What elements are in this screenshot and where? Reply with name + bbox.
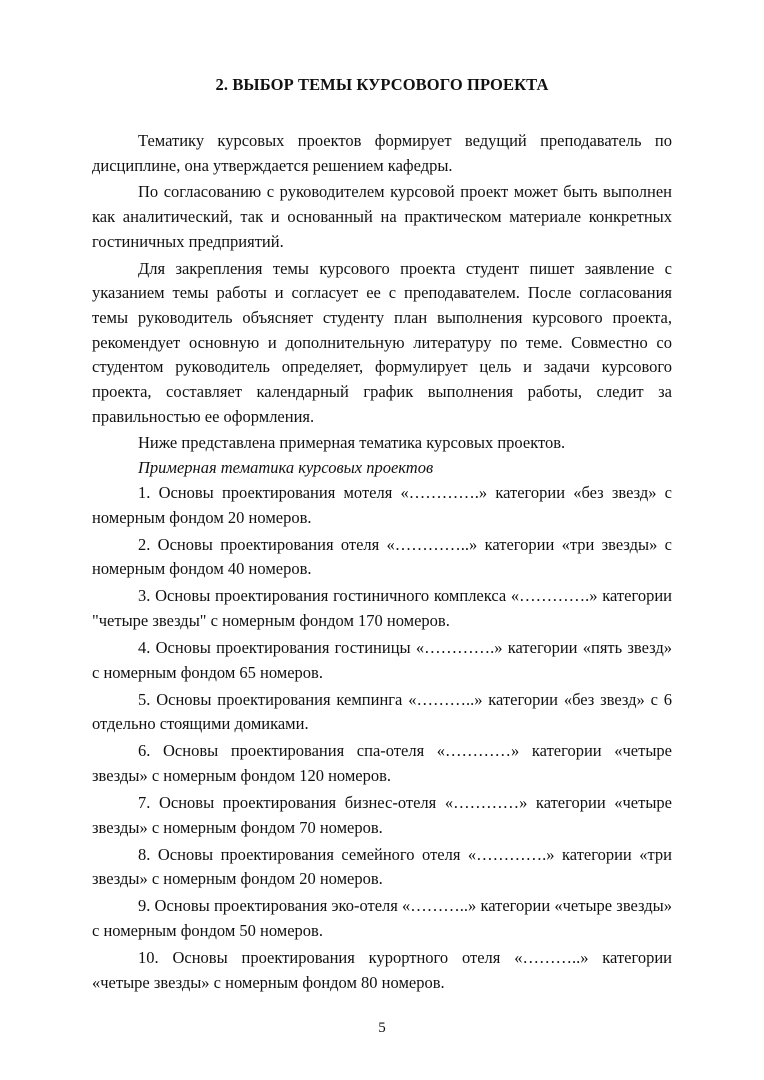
list-item: 1. Основы проектирования мотеля «………….» категории «без звезд» с номерным фондом 20 номеров. <box>92 482 672 527</box>
paragraph-project-type: По согласованию с руководителем курсовой проект может быть выполнен как аналитический, так и основанный на практическом материале конкретных гостиничных предприятий. <box>92 182 672 251</box>
list-item: 2. Основы проектирования отеля «…………..» категории «три звезды» с номерным фондом 40 номеров. <box>92 534 672 579</box>
list-item: 10. Основы проектирования курортного отеля «………..» категории «четыре звезды» с номерным фондом 80 номеров. <box>92 948 672 992</box>
paragraph-topic-assignment: Для закрепления темы курсового проекта студент пишет заявление с указанием темы работы и согласует ее с преподавателем. После согласования темы руководитель объясняет студенту план выполнения курсового проекта, рекомендует основную и дополнительную литературу по теме. Совместно со студентом руководитель определяет, формулирует цель и задачи курсового проекта, составляет календарный график выполнения работы, следит за правильностью ее оформления. <box>92 258 672 426</box>
list-item: 4. Основы проектирования гостиницы «………….» категории «пять звезд» с номерным фондом 65 номеров. <box>92 637 672 682</box>
topics-list-title: Примерная тематика курсовых проектов <box>138 458 434 478</box>
list-item: 5. Основы проектирования кемпинга «………..» категории «без звезд» с 6 отдельно стоящими домиками. <box>92 689 672 734</box>
document-page <box>92 0 672 996</box>
topics-list <box>92 481 672 996</box>
list-item: 7. Основы проектирования бизнес-отеля «…………» категории «четыре звезды» с номерным фондом 70 номеров. <box>92 793 672 837</box>
list-item: 3. Основы проектирования гостиничного комплекса «………….» категории "четыре звезды" с номерным фондом 170 номеров. <box>92 586 672 630</box>
list-item: 8. Основы проектирования семейного отеля «………….» категории «три звезды» с номерным фондом 20 номеров. <box>92 844 672 889</box>
list-item: 9. Основы проектирования эко-отеля «………..» категории «четыре звезды» с номерным фондом 50 номеров. <box>92 896 672 941</box>
page-number: 5 <box>378 1020 386 1036</box>
list-item: 6. Основы проектирования спа-отеля «…………» категории «четыре звезды» с номерным фондом 120 номеров. <box>92 741 672 786</box>
paragraph-topic-formation: Тематику курсовых проектов формирует ведущий преподаватель по дисциплине, она утверждается решением кафедры. <box>92 131 672 175</box>
body-text <box>92 129 672 996</box>
paragraph-topics-intro: Ниже представлена примерная тематика курсовых проектов. <box>138 433 566 453</box>
section-heading: 2. ВЫБОР ТЕМЫ КУРСОВОГО ПРОЕКТА <box>215 75 549 94</box>
